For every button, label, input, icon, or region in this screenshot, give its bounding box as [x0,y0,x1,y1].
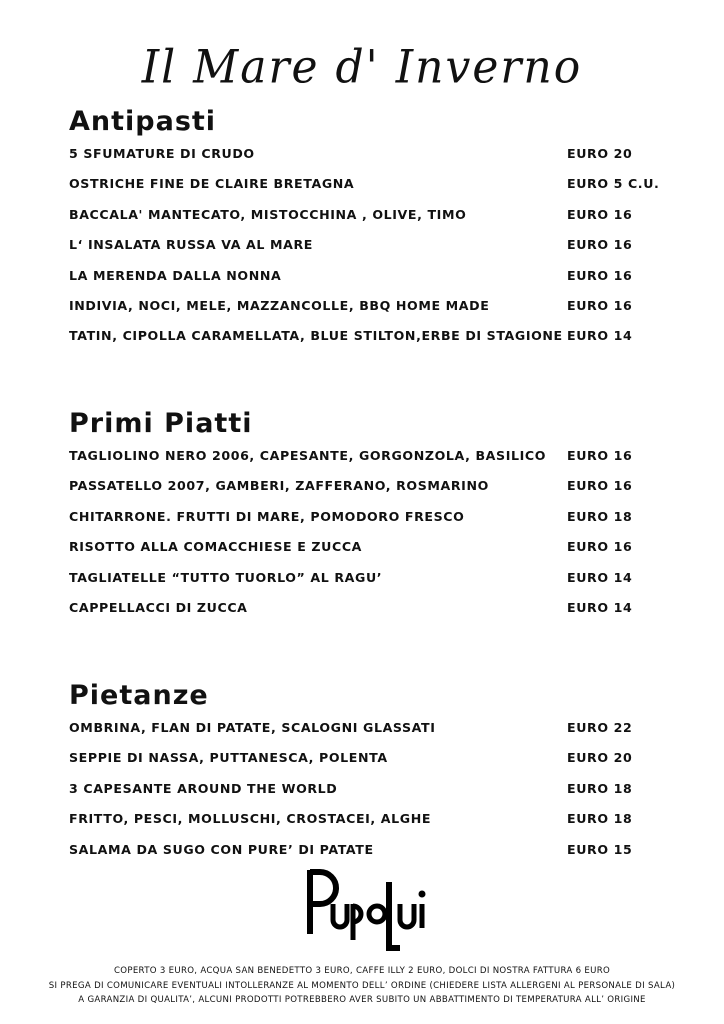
item-price: EURO 16 [567,448,633,463]
menu-item [69,471,669,501]
section-title: Antipasti [69,106,217,137]
item-price: EURO 22 [567,720,633,735]
footer-line: COPERTO 3 EURO, ACQUA SAN BENEDETTO 3 EURO, CAFFE ILLY 2 EURO, DOLCI DI NOSTRA FATTURA 6 EURO [113,966,611,976]
item-name: LA MERENDA DALLA NONNA [69,267,282,283]
section-title: Primi Piatti [69,408,253,439]
item-name: 5 SFUMATURE DI CRUDO [69,146,255,161]
footer-line: SI PREGA DI COMUNICARE EVENTUALI INTOLLERANZE AL MOMENTO DELL’ ORDINE (CHIEDERE LISTA ALLERGENI AL PERSONALE DI SALA) [48,980,676,991]
menu-item [69,743,669,773]
item-price: EURO 16 [567,539,633,555]
menu-item [69,502,669,532]
item-name: TAGLIATELLE “TUTTO TUORLO” AL RAGU’ [69,569,383,585]
item-price: EURO 16 [567,267,633,283]
menu-item [69,169,669,199]
menu-item [69,441,669,471]
section-antipasti [69,105,669,352]
menu-item [69,774,669,804]
menu-item [69,593,669,623]
item-name: SALAMA DA SUGO CON PURE’ DI PATATE [69,841,374,857]
item-name: CHITARRONE. FRUTTI DI MARE, POMODORO FRESCO [69,508,465,524]
item-name: CAPPELLACCI DI ZUCCA [69,599,248,615]
item-price: EURO 14 [567,599,633,615]
item-price: EURO 16 [567,478,633,494]
menu-item [69,291,669,321]
item-name: INDIVIA, NOCI, MELE, MAZZANCOLLE, BBQ HOME MADE [69,297,490,313]
menu-item [69,532,669,562]
footer-notes [0,964,724,1008]
item-price: EURO 5 C.U. [567,176,660,192]
footer-line: A GARANZIA DI QUALITA’, ALCUNI PRODOTTI POTREBBERO AVER SUBITO UN ABBATTIMENTO DI TEMPERATURA ALL’ ORIGINE [78,995,646,1005]
menu-title: Il Mare d' Inverno [141,40,583,95]
item-name: PASSATELLO 2007, GAMBERI, ZAFFERANO, ROSMARINO [69,478,489,494]
item-price: EURO 16 [567,206,633,222]
item-name: TAGLIOLINO NERO 2006, CAPESANTE, GORGONZOLA, BASILICO [69,448,547,463]
item-price: EURO 15 [567,841,633,857]
item-name: BACCALA' MANTECATO, MISTOCCHINA , OLIVE, TIMO [69,206,467,222]
menu-item [69,139,669,169]
item-price: EURO 16 [567,297,633,313]
item-price: EURO 14 [567,328,633,344]
menu-item [69,261,669,291]
item-price: EURO 18 [567,508,633,524]
item-name: 3 CAPESANTE AROUND THE WORLD [69,780,338,796]
item-name: OMBRINA, FLAN DI PATATE, SCALOGNI GLASSATI [69,720,436,735]
item-price: EURO 16 [567,237,633,253]
item-name: FRITTO, PESCI, MOLLUSCHI, CROSTACEI, ALGHE [69,811,432,827]
pupolui-logo [300,868,430,958]
item-price: EURO 20 [567,146,633,161]
item-name: L‘ INSALATA RUSSA VA AL MARE [69,237,313,253]
menu-item [69,200,669,230]
item-name: OSTRICHE FINE DE CLAIRE BRETAGNA [69,176,355,192]
menu-item [69,713,669,743]
menu-item [69,563,669,593]
menu-item [69,230,669,260]
item-name: RISOTTO ALLA COMACCHIESE E ZUCCA [69,539,363,555]
menu-item [69,835,669,865]
section-primi-piatti [69,407,669,623]
item-price: EURO 18 [567,780,633,796]
section-pietanze [69,679,669,865]
item-price: EURO 20 [567,750,633,766]
menu-item [69,321,669,351]
menu-item [69,804,669,834]
item-price: EURO 14 [567,569,633,585]
item-name: TATIN, CIPOLLA CARAMELLATA, BLUE STILTON,ERBE DI STAGIONE [69,328,563,344]
item-name: SEPPIE DI NASSA, PUTTANESCA, POLENTA [69,750,388,766]
section-title: Pietanze [69,680,209,711]
item-price: EURO 18 [567,811,633,827]
